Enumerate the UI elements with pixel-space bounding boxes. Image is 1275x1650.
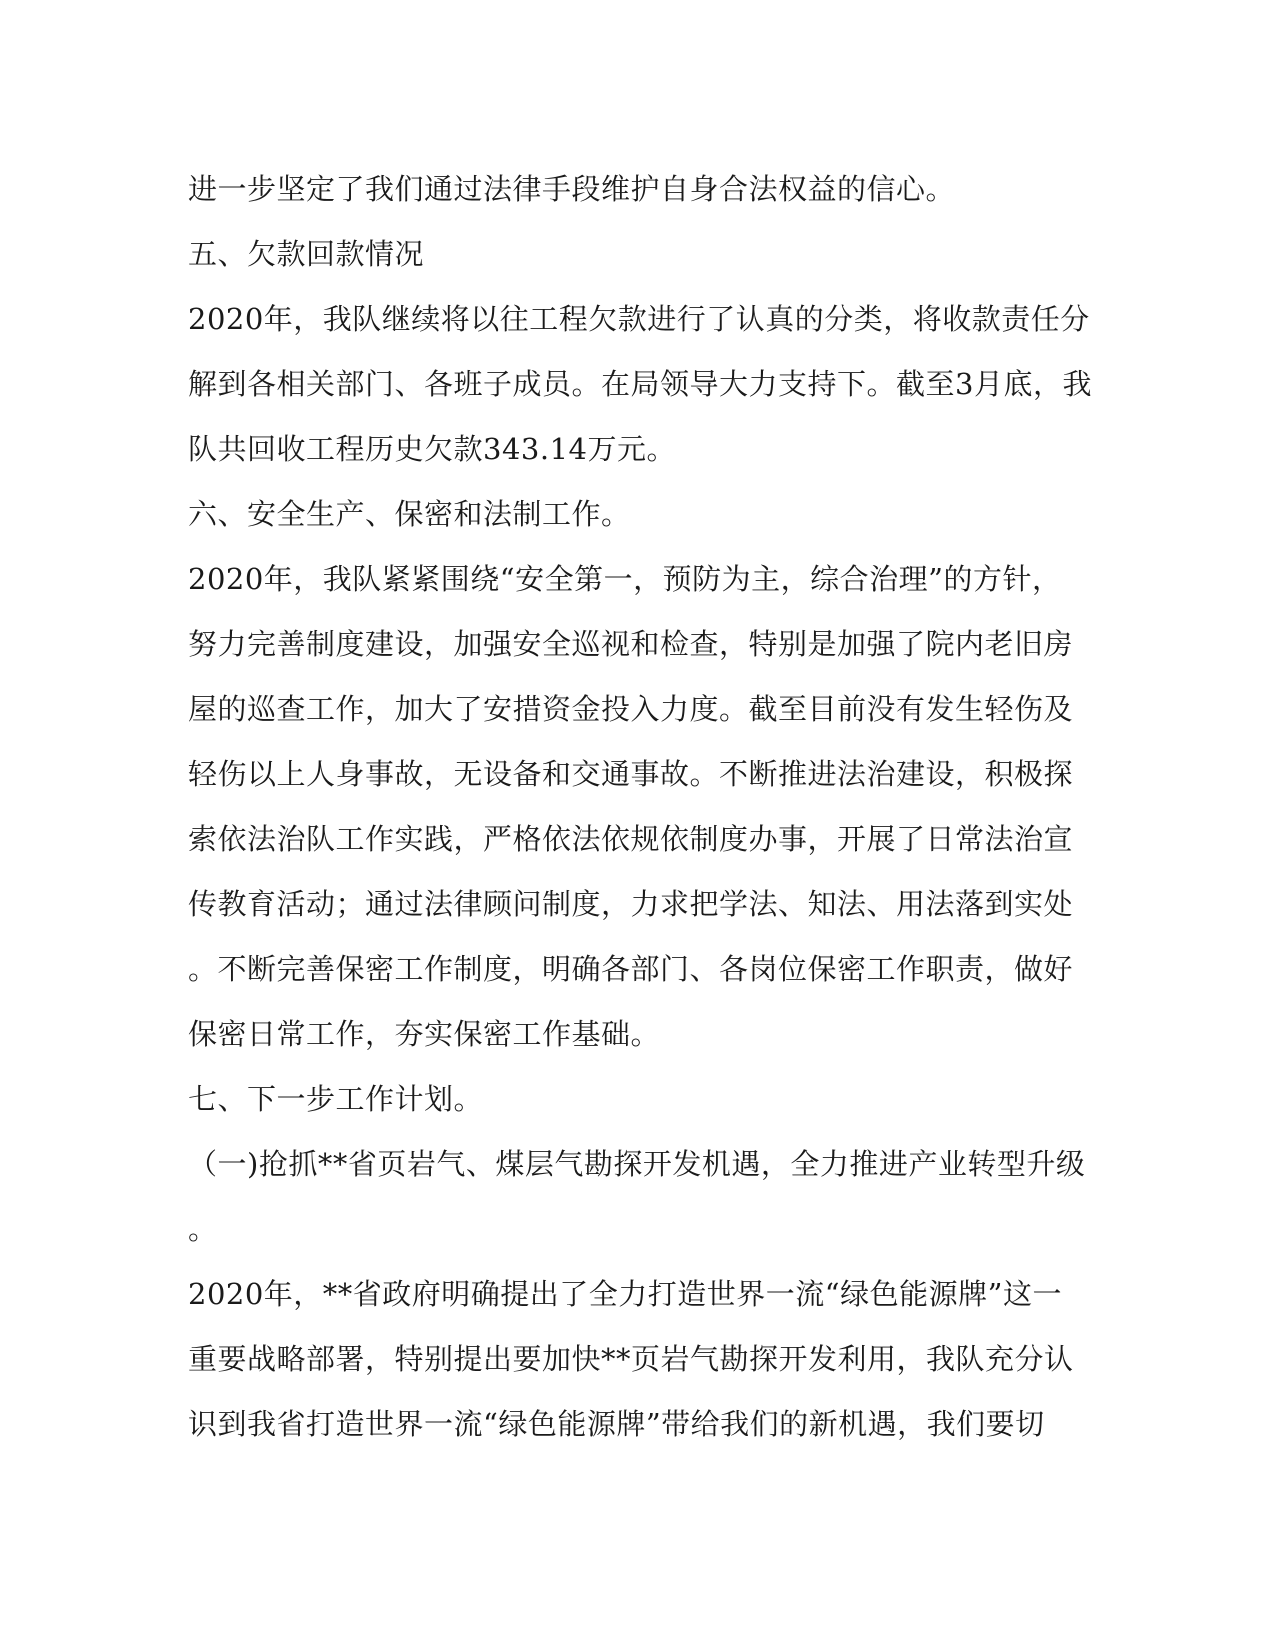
text-line: 屋的巡查工作，加大了安措资金投入力度。截至目前没有发生轻伤及 [188, 692, 1074, 726]
text-line: 。不断完善保密工作制度，明确各部门、各岗位保密工作职责，做好 [188, 952, 1074, 986]
text-line: 队共回收工程历史欠款343.14万元。 [188, 432, 676, 466]
text-line: 2020年，我队继续将以往工程欠款进行了认真的分类，将收款责任分 [188, 302, 1090, 336]
text-line: 解到各相关部门、各班子成员。在局领导大力支持下。截至3月底，我 [188, 367, 1092, 401]
text-line: 进一步坚定了我们通过法律手段维护自身合法权益的信心。 [188, 172, 956, 206]
text-line: 2020年，**省政府明确提出了全力打造世界一流“绿色能源牌”这一 [188, 1277, 1062, 1311]
text-line: 。 [188, 1212, 218, 1246]
text-line: 轻伤以上人身事故，无设备和交通事故。不断推进法治建设，积极探 [188, 757, 1074, 791]
subsection-heading: （一)抢抓**省页岩气、煤层气勘探开发机遇，全力推进产业转型升级 [188, 1147, 1086, 1181]
text-line: 保密日常工作，夯实保密工作基础。 [188, 1017, 661, 1051]
text-line: 传教育活动；通过法律顾问制度，力求把学法、知法、用法落到实处 [188, 887, 1074, 921]
text-line: 识到我省打造世界一流“绿色能源牌”带给我们的新机遇，我们要切 [188, 1407, 1045, 1441]
text-line: 索依法治队工作实践，严格依法依规依制度办事，开展了日常法治宣 [188, 822, 1074, 856]
text-line: 2020年，我队紧紧围绕“安全第一，预防为主，综合治理”的方针， [188, 562, 1062, 596]
text-line: 努力完善制度建设，加强安全巡视和检查，特别是加强了院内老旧房 [188, 627, 1074, 661]
section-heading: 六、安全生产、保密和法制工作。 [188, 497, 631, 531]
section-heading: 七、下一步工作计划。 [188, 1082, 484, 1116]
section-heading: 五、欠款回款情况 [188, 237, 425, 271]
document-body [188, 157, 1092, 1457]
text-line: 重要战略部署，特别提出要加快**页岩气勘探开发利用，我队充分认 [188, 1342, 1074, 1376]
